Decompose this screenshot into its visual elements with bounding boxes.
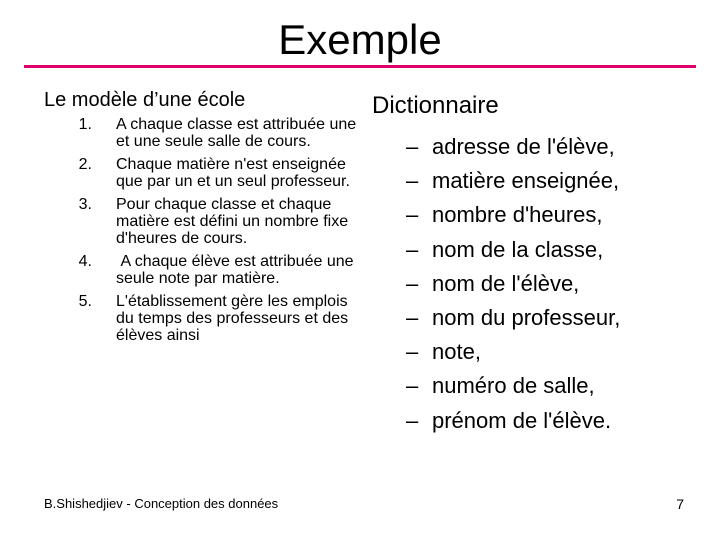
dictionary-term: nom du professeur, <box>432 305 621 331</box>
dictionary-term: matière enseignée, <box>432 168 620 194</box>
dictionary-term: note, <box>432 339 481 365</box>
dash-bullet: – <box>406 134 419 159</box>
rule-number: 3. <box>78 196 92 213</box>
dictionary-item <box>406 233 706 267</box>
rule-text: Pour chaque classe et chaque matière est défini un nombre fixe d'heures de cours. <box>116 196 349 247</box>
title-underline <box>24 65 696 68</box>
dash-bullet: – <box>406 407 419 433</box>
dash-bullet: – <box>406 373 419 399</box>
rule-item-2 <box>62 156 362 190</box>
dictionary-term: numéro de salle, <box>432 373 595 399</box>
dictionary-term: nombre d'heures, <box>432 202 603 228</box>
rule-text: Chaque matière n'est enseignée que par un et un seul professeur. <box>116 156 350 190</box>
rule-item-1 <box>62 116 362 150</box>
dictionary-term: adresse de l'élève, <box>432 134 615 159</box>
dash-bullet: – <box>406 236 419 262</box>
dash-bullet: – <box>406 339 419 365</box>
dictionary-item <box>406 198 706 232</box>
school-model-heading: Le modèle d’une école <box>44 89 246 111</box>
dictionary-item <box>406 301 706 335</box>
dictionary-item <box>406 130 706 164</box>
dictionary-list <box>406 130 706 438</box>
dictionary-heading: Dictionnaire <box>372 92 499 119</box>
rule-item-5 <box>62 293 362 344</box>
rule-text: A chaque élève est attribuée une seule note par matière. <box>116 253 358 287</box>
rule-text: L'établissement gère les emplois du temps des professeurs et des élèves ainsi <box>116 293 349 344</box>
rule-number: 2. <box>78 156 92 173</box>
rule-number: 1. <box>78 116 92 133</box>
dictionary-term: nom de l'élève, <box>432 270 580 296</box>
rule-item-4 <box>62 253 362 287</box>
rule-number: 4. <box>78 253 92 270</box>
dictionary-item <box>406 404 706 438</box>
dash-bullet: – <box>406 270 419 296</box>
dictionary-item <box>406 369 706 403</box>
dash-bullet: – <box>406 168 419 194</box>
dictionary-item <box>406 267 706 301</box>
rule-item-3 <box>62 196 362 247</box>
dictionary-term: nom de la classe, <box>432 236 604 262</box>
dash-bullet: – <box>406 202 419 228</box>
dictionary-term: prénom de l'élève. <box>432 407 612 433</box>
dash-bullet: – <box>406 305 419 331</box>
page-number: 7 <box>676 496 684 512</box>
dictionary-item <box>406 335 706 369</box>
slide-title: Exemple <box>278 16 442 63</box>
footer-author: B.Shishedjiev - Conception des données <box>44 496 279 511</box>
school-rules-list <box>62 116 362 350</box>
rule-text: A chaque classe est attribuée une et une seule salle de cours. <box>116 116 357 150</box>
dictionary-item <box>406 164 706 198</box>
rule-number: 5. <box>78 293 92 310</box>
